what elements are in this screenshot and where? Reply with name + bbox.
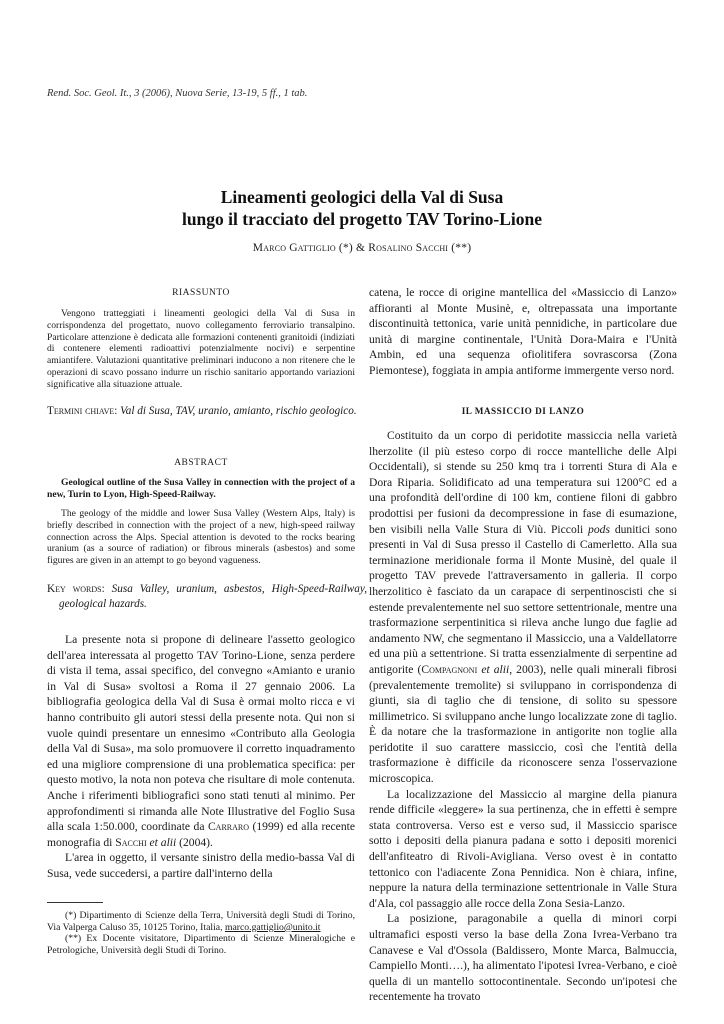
key-words-value: Susa Valley, uranium, asbestos, High-Speed-Railway, geological hazards. — [59, 583, 367, 610]
intro-paragraph-1 — [47, 632, 355, 850]
intro-p1-part-a: La presente nota si propone di delineare l'assetto geologico dell'area interessata al progetto TAV Torino-Lione, senza perdere di vista il tema, assai specifico, del convegno «Amianto e uranio in Val di Susa» svoltosi a Roma il 27 gennaio 2006. La bibliografia geologica della Val di Susa è ormai molto ricca e vi hanno contribuito gli autori stessi della presente nota. Qui non si vuole quindi presentare un ennesimo «Contributo alla Geologia della Val di Susa», ma solo promuovere il corretto inquadramento ed una migliore comprensione di una problematica specifica: per questo motivo, la nota non poteva che risultare di mole contenuta. Anche i riferimenti bibliografici sono stati tenuti al minimo. Per approfondimenti si rimanda alle Note Illustrative del Foglio Susa alla scala 1:50.000, coordinate da — [47, 633, 355, 834]
paper-title-line-2: lungo il tracciato del progetto TAV Torino-Lione — [181, 209, 543, 229]
termini-chiave — [47, 404, 367, 419]
key-words-label: Key words: — [47, 583, 105, 595]
termini-chiave-value: Val di Susa, TAV, uranio, amianto, rischio geologico. — [117, 405, 357, 417]
footnotes — [47, 910, 355, 957]
journal-citation: Rend. Soc. Geol. It., 3 (2006), Nuova Serie, 13-19, 5 ff., 1 tab. — [47, 88, 308, 99]
paper-title-line-1: Lineamenti geologici della Val di Susa — [220, 187, 504, 207]
footnote-1-email-link[interactable]: marco.gattiglio@unito.it — [224, 921, 321, 933]
massiccio-p1-part-b: dunitici sono presenti in Val di Susa presso il Castello di Camerletto. Alla sua terminazione meridionale forma il Monte Musinè, del quale il progetto TAV prevede l'attraversamento in galleria. Il corpo lherzolitico è fasciato da un carapace di serpentinoscisti che si estende prevalentemente nel suo settore settentrionale, mentre una trasformazione serpentinitica si rileva anche lungo due faglie ad andamento NW, che segmentano il Massiccio, una a Valdellatorre ed una più a settentrione. Si tratta essenzialmente di serpentine ad antigorite ( — [369, 522, 677, 676]
abstract-heading: ABSTRACT — [174, 458, 228, 468]
abstract-title: Geological outline of the Susa Valley in connection with the project of a new, Turin to Lyon, High-Speed-Railway. — [47, 477, 355, 500]
abstract-text: The geology of the middle and lower Susa Valley (Western Alps, Italy) is briefly described in connection with the project of a new, high-speed railway connection across the Alps. Special attention is devoted to the rocks bearing uranium (as a source of radiation) or fibrous minerals (asbestos) and some figures are given in an attempt to go beyond vagueness. — [47, 508, 355, 567]
author-2: Rosalino Sacchi — [368, 242, 449, 254]
riassunto-text: Vengono tratteggiati i lineamenti geologici della Val di Susa in corrispondenza del progettato, nuovo collegamento ferroviario transalpino. Particolare attenzione è dedicata alle formazioni contenenti granitoidi (indiziati di contenere elementi radioattivi potenzialmente nocivi) e serpentine amiantifere. Valutazioni quantitative preliminari inducono a non ritenere che le operazioni di scavo possano indurre un rischio sanitario apportando variazioni significative alla situazione attuale. — [47, 308, 355, 390]
term-pods: pods — [588, 522, 610, 536]
intro-paragraph-2: L'area in oggetto, il versante sinistro della medio-bassa Val di Susa, vede succedersi, a partire dall'interno della — [47, 851, 355, 880]
footnote-1 — [47, 910, 355, 933]
massiccio-p1-part-a: Costituito da un corpo di peridotite massiccia nella varietà lherzolite (il più esteso corpo di rocce mantelliche delle Alpi Occidentali), si stende su 250 kmq tra i torrenti Stura di Ala e Dora Riparia. Solidificato ad una temperatura sui 1200°C ed a una profondità dell'ordine di 100 km, contiene filoni di gabbro prodottisi per fusioni da decompressione in fase di esumazione, ben visibili nella Valle Stura di Viù. Piccoli — [369, 429, 677, 536]
footnote-2 — [47, 933, 355, 956]
footnote-1-text: Dipartimento di Scienze della Terra, Università degli Studi di Torino, Via Valperga Caluso 35, 10125 Torino, Italia, — [47, 910, 355, 933]
intro-p1-part-b: (1999) ed alla recente monografia di — [47, 820, 355, 849]
author-1-mark: (*) & — [335, 242, 369, 254]
termini-chiave-label: Termini chiave: — [47, 405, 118, 417]
key-words — [47, 582, 367, 611]
massiccio-text — [369, 428, 677, 1005]
citation-sacchi: Sacchi — [115, 835, 147, 849]
riassunto-heading: RIASSUNTO — [172, 288, 230, 298]
intro-text — [47, 632, 355, 882]
citation-carraro: Carraro — [207, 820, 250, 834]
massiccio-p1-part-c: , 2003), nelle quali minerali fibrosi (prevalentemente tremolite) si sviluppano in corrispondenza di giunti, sia di taglio che di tensione, di solito su spessore millimetrico. Si sviluppano anche lungo localizzate zone di taglio. È da notare che la trasformazione in antigorite non toglie alla peridotite il suo carattere massiccio, così che l'entità della trasformazione è difficile da riconoscere senza l'osservazione microscopica. — [369, 662, 678, 786]
footnote-2-mark: (**) — [65, 933, 82, 945]
authors — [0, 242, 724, 254]
massiccio-paragraph-1 — [369, 428, 677, 787]
citation-et-alii-2: et alii — [477, 662, 510, 676]
massiccio-paragraph-3: La posizione, paragonabile a quella di minori corpi ultramafici esposti verso la base della Zona Ivrea-Verbano tra Canavese e Val d'Ossola (Baldissero, Monte Marca, Balmuccia, Campiello Monti….), ha alimentato l'ipotesi Ivrea-Verbano, e cioè quella di un mantello sottocontinentale. Secondo un'ipotesi che recentemente ha trovato — [369, 912, 677, 1004]
citation-compagnoni: Compagnoni — [421, 662, 478, 676]
footnote-2-text: Ex Docente visitatore, Dipartimento di Scienze Mineralogiche e Petrologiche, Università degli Studi di Torino. — [47, 933, 355, 957]
massiccio-paragraph-2: La localizzazione del Massiccio al margine della pianura rende difficile «leggere» la sua pertinenza, che in effetti è sempre stata controversa. Verso est e verso sud, il Massiccio sparisce sotto i depositi della pianura padana e sotto i depositi morenici dell'anfiteatro di Rivoli-Avigliana. Verso ovest è in contatto tettonico con l'adiacente Zona Pennidica. Non è chiara, infine, neppure la natura della terminazione settentrionale in Valle Stura d'Ala, col passaggio alle rocce della Zona Sesia-Lanzo. — [369, 787, 677, 910]
footnote-1-mark: (*) — [65, 910, 77, 921]
author-2-mark: (**) — [448, 242, 472, 254]
author-1: Marco Gattiglio — [252, 242, 336, 254]
citation-et-alii: et alii — [146, 835, 177, 849]
right-continuation — [369, 285, 677, 379]
section-heading-massiccio: IL MASSICCIO DI LANZO — [461, 406, 585, 416]
intro-p1-part-c: (2004). — [176, 835, 213, 849]
right-paragraph-0: catena, le rocce di origine mantellica del «Massiccio di Lanzo» affioranti al Monte Musinè, e, oltrepassata una importante discontinuità tettonica, varie unità pennidiche, in particolare due unità di margine continentale, l'Unità Dora-Maira e l'Unità Ambin, ed una sequenza ofiolitifera sovrascorsa (Zona Piemontese), foggiata in ampia antiforme immergente verso nord. — [369, 286, 677, 377]
footnote-rule — [47, 902, 103, 903]
